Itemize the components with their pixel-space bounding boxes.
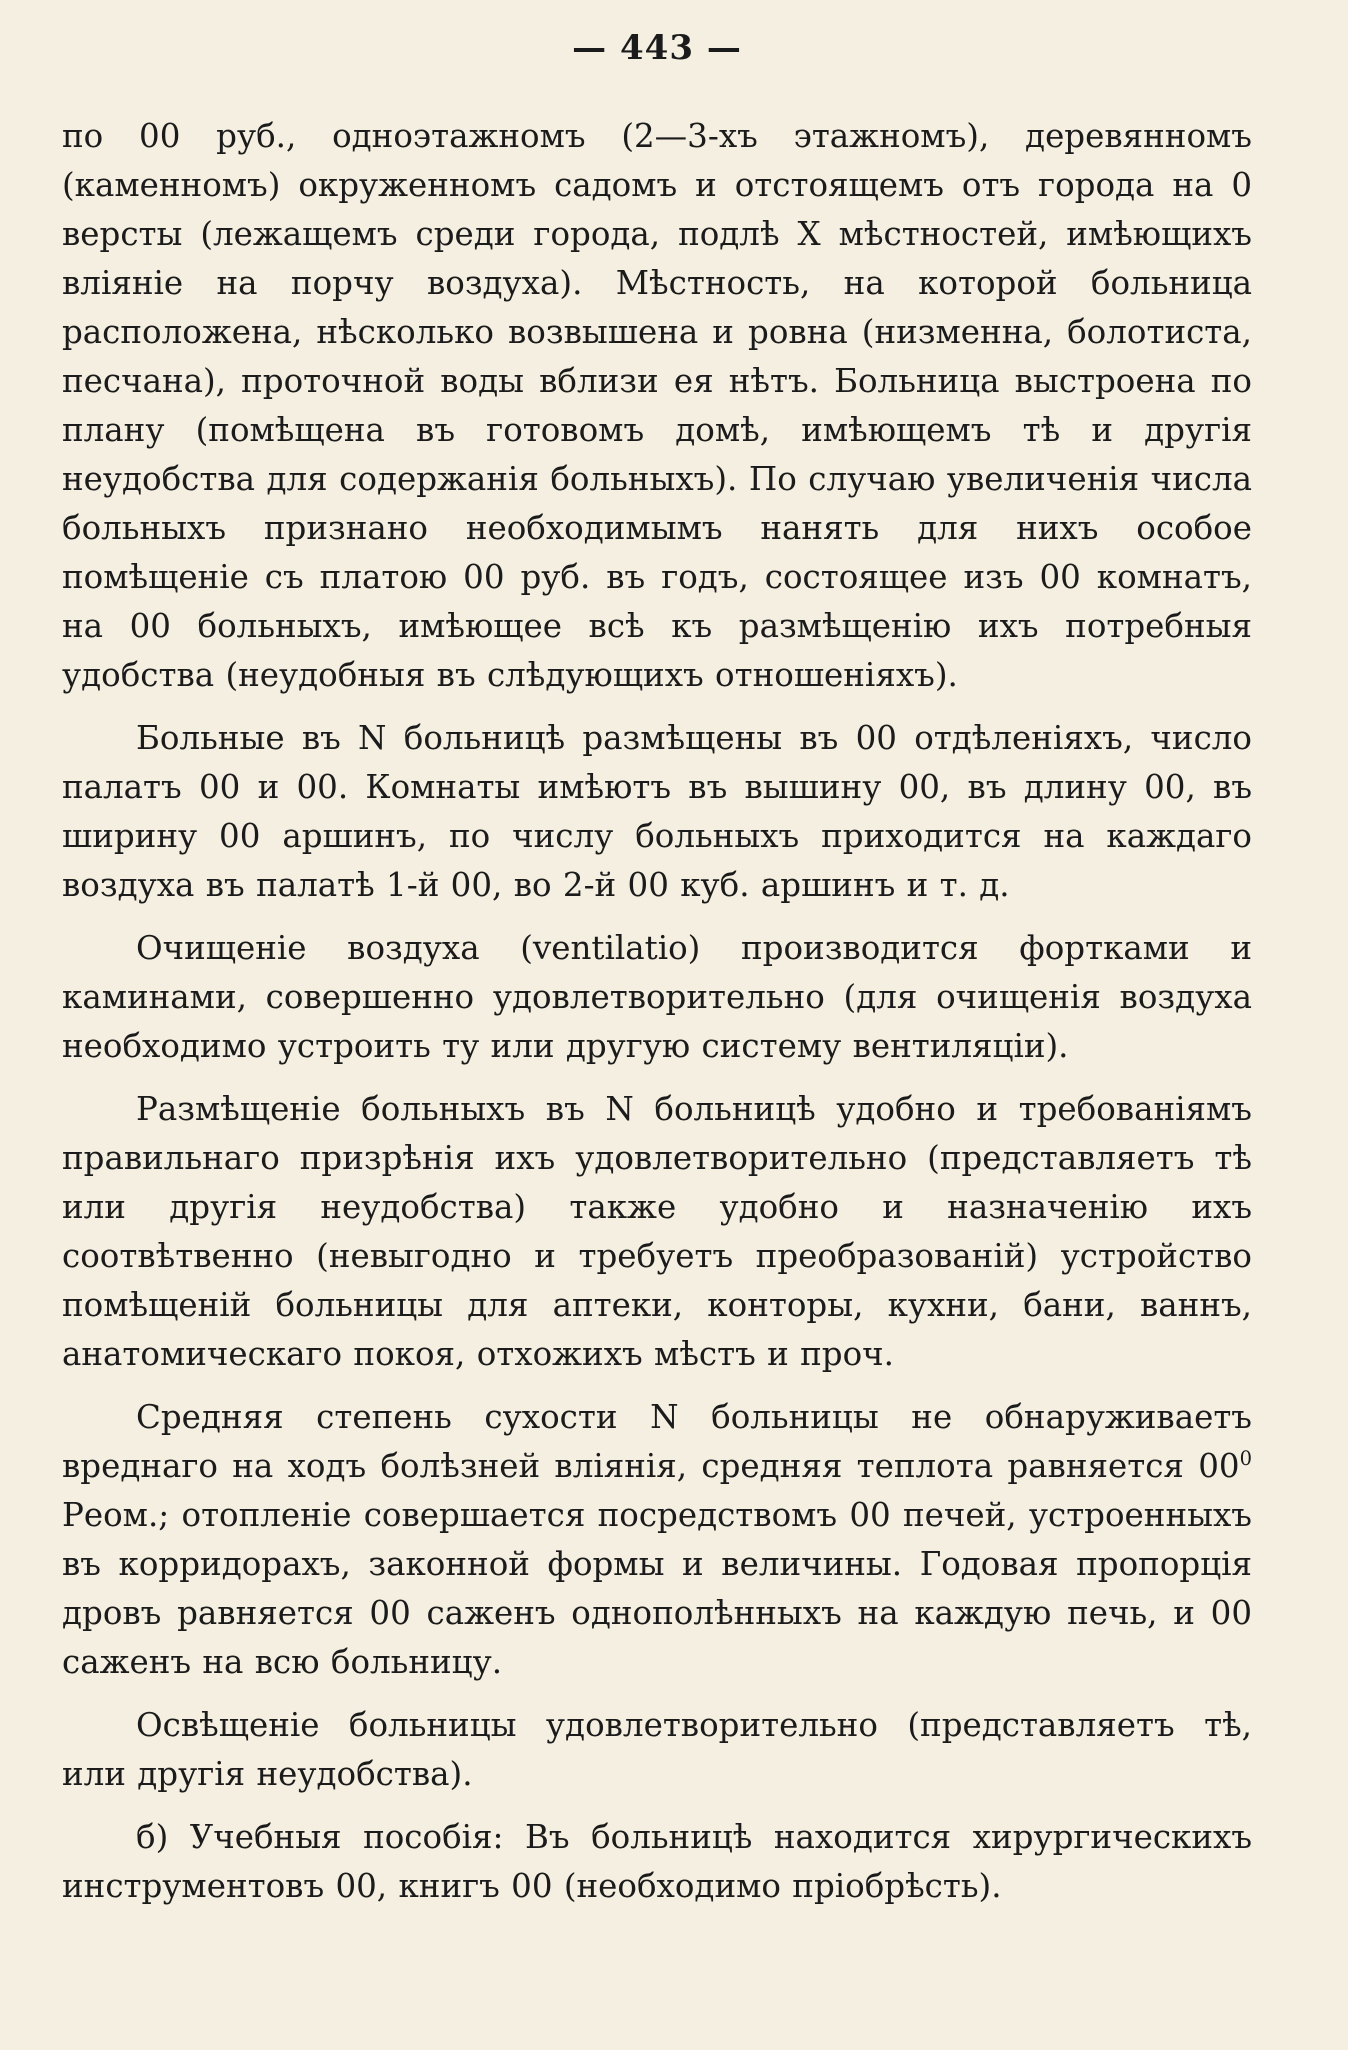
degree-superscript: 0 bbox=[1239, 1447, 1252, 1471]
paragraph-lighting: Освѣщеніе больницы удовлетворительно (представляетъ тѣ, или другія неудобства). bbox=[62, 1706, 1252, 1793]
dryness-text-end: Реом.; отопленіе совершается посредствомъ 00 печей, устроенныхъ въ корридорахъ, законной формы и величины. Годовая пропорція дровъ равняется 00 саженъ однополѣнныхъ на каждую печь, и 00 саженъ на всю больницу. bbox=[62, 1496, 1252, 1681]
paragraph-intro: по 00 руб., одноэтажномъ (2—3-хъ этажномъ), деревянномъ (каменномъ) окруженномъ садомъ и отстоящемъ отъ города на 0 версты (лежащемъ среди города, подлѣ X мѣстностей, имѣющихъ вліяніе на порчу воздуха). Мѣстность, на которой больница расположена, нѣсколько возвышена и ровна (низменна, болотиста, песчана), проточной воды вблизи ея нѣтъ. Больница выстроена по плану (помѣщена въ готовомъ домѣ, имѣющемъ тѣ и другія неудобства для содержанія больныхъ). По случаю увеличенія числа больныхъ признано необходимымъ нанять для нихъ особое помѣщеніе съ платою 00 руб. въ годъ, состоящее изъ 00 комнатъ, на 00 больныхъ, имѣющее всѣ къ размѣщенію ихъ потребныя удобства (неудобныя въ слѣдующихъ отношеніяхъ). bbox=[62, 117, 1252, 694]
paragraph-wards: Больные въ N больницѣ размѣщены въ 00 отдѣленіяхъ, число палатъ 00 и 00. Комнаты имѣютъ въ вышину 00, въ длину 00, въ ширину 00 аршинъ, по числу больныхъ приходится на каждаго воздуха въ палатѣ 1-й 00, во 2-й 00 куб. аршинъ и т. д. bbox=[62, 719, 1252, 904]
dryness-text-start: Средняя степень сухости N больницы не обнаруживаетъ вреднаго на ходъ болѣзней вліянія, средняя теплота равняется 00 bbox=[62, 1398, 1252, 1485]
page-number: — 443 — bbox=[572, 28, 742, 68]
paragraph-placement: Размѣщеніе больныхъ въ N больницѣ удобно и требованіямъ правильнаго призрѣнія ихъ удовлетворительно (представляетъ тѣ или другія неудобства) также удобно и назначенію ихъ соотвѣтвенно (невыгодно и требуетъ преобразованій) устройство помѣщеній больницы для аптеки, конторы, кухни, бани, ваннъ, анатомическаго покоя, отхожихъ мѣстъ и проч. bbox=[62, 1090, 1252, 1373]
paragraph-dryness bbox=[62, 1393, 1252, 1687]
paragraph-ventilation: Очищеніе воздуха (ventilatio) производится фортками и каминами, совершенно удовлетворительно (для очищенія воздуха необходимо устроить ту или другую систему вентиляціи). bbox=[62, 929, 1252, 1065]
paragraph-teaching: б) Учебныя пособія: Въ больницѣ находится хирургическихъ инструментовъ 00, книгъ 00 (необходимо пріобрѣсть). bbox=[62, 1818, 1252, 1905]
